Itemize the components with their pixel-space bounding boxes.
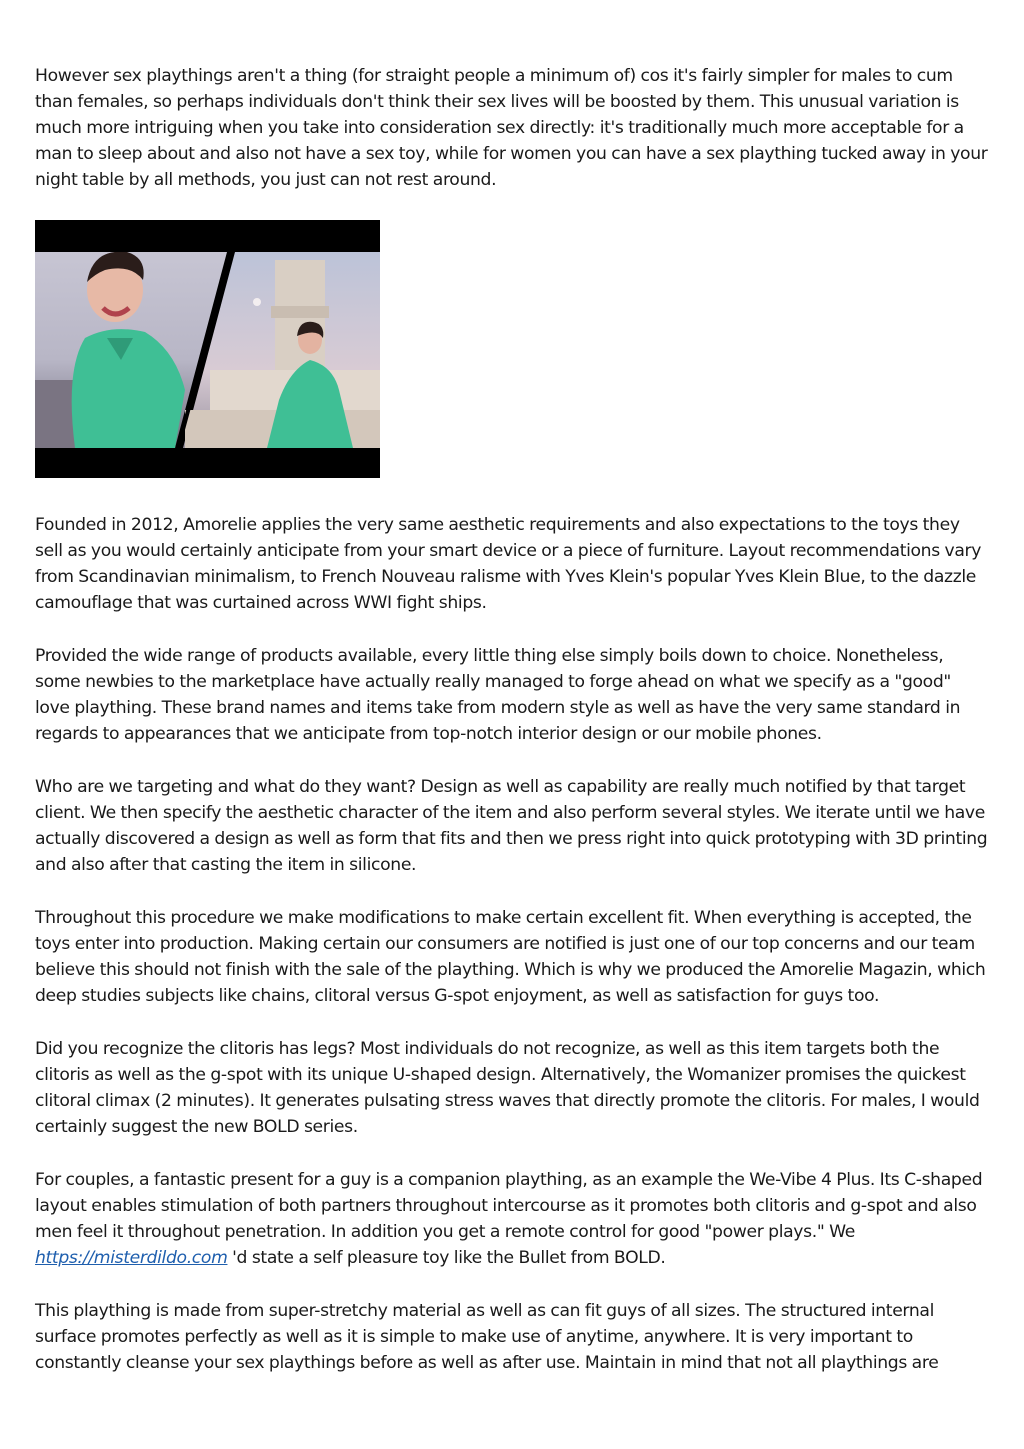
woman-green-dress-collage-image (35, 220, 380, 478)
paragraph-4: Who are we targeting and what do they want? Design as well as capability are really much notified by that target client. We then specify the aesthetic character of the item and also perform several styles. We iterate until we have actually discovered a design as well as form that fits and then we press right into quick prototyping with 3D printing and also after that casting the item in silicone. (35, 777, 988, 875)
paragraph-5: Throughout this procedure we make modifications to make certain excellent fit. When everything is accepted, the toys enter into production. Making certain our consumers are notified is just one of our top concerns and our team believe this should not finish with the sale of the plaything. Which is why we produced the Amorelie Magazin, which deep studies subjects like chains, clitoral versus G-spot enjoyment, as well as satisfaction for guys too. (35, 908, 986, 1006)
misterdildo-link[interactable]: https://misterdildo.com (35, 1248, 228, 1268)
paragraph-2: Founded in 2012, Amorelie applies the very same aesthetic requirements and also expectations to the toys they sell as you would certainly anticipate from your smart device or a piece of furniture. Layout recommendations vary from Scandinavian minimalism, to French Nouveau ralisme with Yves Klein's popular Yves Klein Blue, to the dazzle camouflage that was curtained across WWI fight ships. (35, 515, 982, 613)
paragraph-3: Provided the wide range of products available, every little thing else simply boils down to choice. Nonetheless, some newbies to the marketplace have actually really managed to forge ahead on what we specify as a "good" love plaything. These brand names and items take from modern style as well as have the very same standard in regards to appearances that we anticipate from top-notch interior design or our mobile phones. (35, 646, 961, 744)
paragraph-7-text-start: For couples, a fantastic present for a guy is a companion plaything, as an example the We-Vibe 4 Plus. Its C-shaped layout enables stimulation of both partners throughout intercourse as it promotes both clitoris and g-spot and also men feel it throughout penetration. In addition you get a remote control for good "power plays." We (35, 1170, 983, 1242)
article-body (35, 63, 990, 1403)
paragraph-7-text-end: 'd state a self pleasure toy like the Bullet from BOLD. (227, 1248, 666, 1268)
paragraph-7 (35, 1167, 990, 1271)
paragraph-1: However sex playthings aren't a thing (for straight people a minimum of) cos it's fairly simpler for males to cum than females, so perhaps individuals don't think their sex lives will be boosted by them. This unusual variation is much more intriguing when you take into consideration sex directly: it's traditionally much more acceptable for a man to sleep about and also not have a sex toy, while for women you can have a sex plaything tucked away in your night table by all methods, you just can not rest around. (35, 66, 988, 190)
article-image (35, 220, 380, 478)
paragraph-8: This plaything is made from super-stretchy material as well as can fit guys of all sizes. The structured internal surface promotes perfectly as well as it is simple to make use of anytime, anywhere. It is very important to constantly cleanse your sex playthings before as well as after use. Maintain in mind that not all playthings are (35, 1301, 939, 1373)
paragraph-6: Did you recognize the clitoris has legs? Most individuals do not recognize, as well as this item targets both the clitoris as well as the g-spot with its unique U-shaped design. Alternatively, the Womanizer promises the quickest clitoral climax (2 minutes). It generates pulsating stress waves that directly promote the clitoris. For males, I would certainly suggest the new BOLD series. (35, 1039, 980, 1137)
